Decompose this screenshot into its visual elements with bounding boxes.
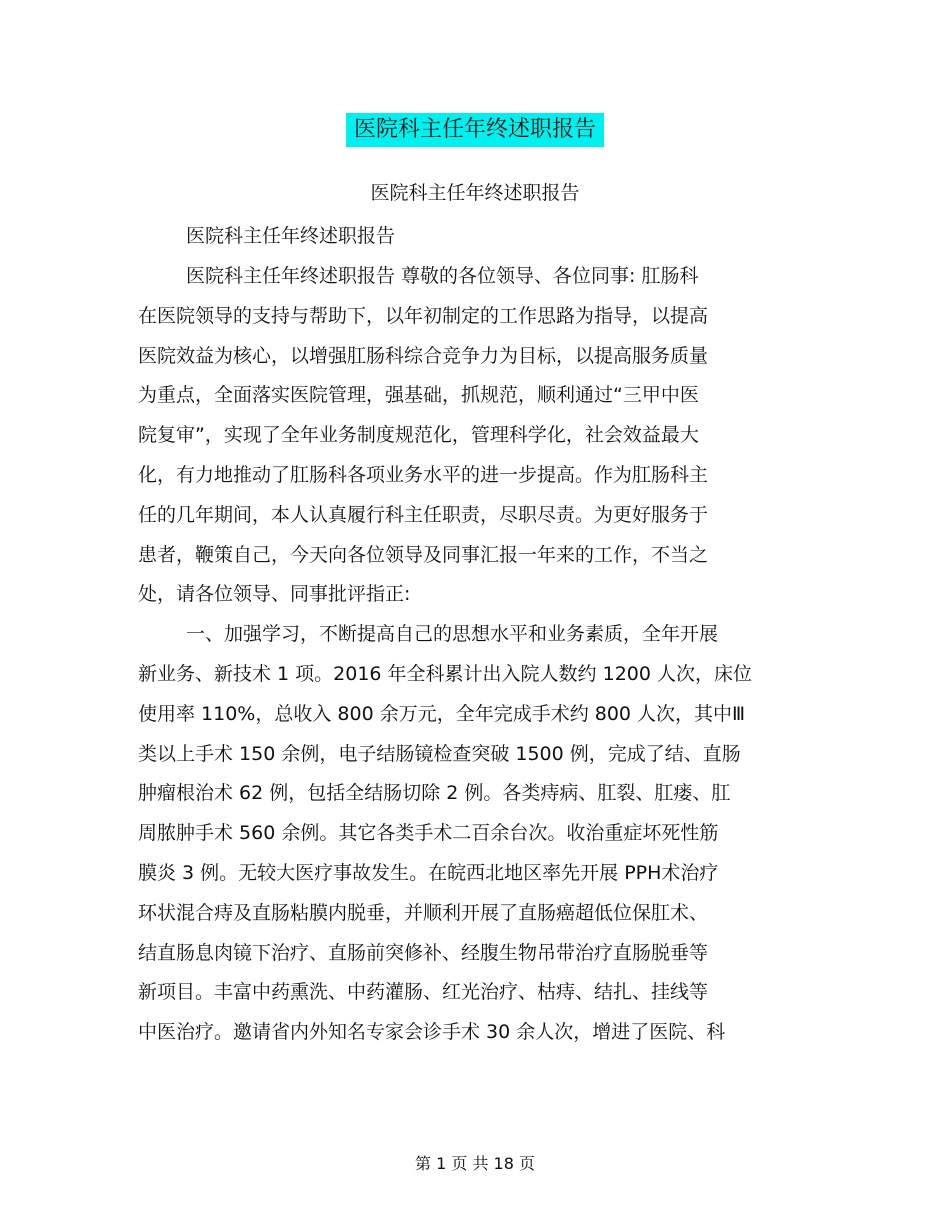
title-wrap [0, 113, 950, 147]
body-line: 在医院领导的支持与帮助下，以年初制定的工作思路为指导，以提高 [138, 304, 709, 327]
body-line: 结直肠息肉镜下治疗、直肠前突修补、经腹生物吊带治疗直肠脱垂等 [138, 941, 709, 964]
body-line: 新业务、新技术 1 项。2016 年全科累计出入院人数约 1200 人次，床位 [138, 662, 752, 685]
section-heading: 医院科主任年终述职报告 [186, 225, 396, 247]
body-line: 新项目。丰富中药熏洗、中药灌肠、红光治疗、枯痔、结扎、挂线等 [138, 981, 709, 1004]
page-footer: 第 1 页 共 18 页 [415, 1154, 535, 1173]
body-line: 院复审”，实现了全年业务制度规范化，管理科学化，社会效益最大 [138, 424, 699, 447]
body-line: 化，有力地推动了肛肠科各项业务水平的进一步提高。作为肛肠科主 [138, 463, 709, 486]
body-line: 医院效益为核心，以增强肛肠科综合竞争力为目标，以提高服务质量 [138, 344, 709, 367]
body-line: 周脓肿手术 560 余例。其它各类手术二百余台次。收治重症坏死性筋 [138, 822, 719, 845]
body-line: 类以上手术 150 余例，电子结肠镜检查突破 1500 例，完成了结、直肠 [138, 742, 741, 765]
body-line: 一、加强学习，不断提高自己的思想水平和业务素质，全年开展 [186, 623, 719, 646]
body-line: 为重点，全面落实医院管理，强基础，抓规范，顺利通过“三甲中医 [138, 384, 699, 407]
body-line: 肿瘤根治术 62 例，包括全结肠切除 2 例。各类痔病、肛裂、肛瘘、肛 [138, 782, 731, 805]
body-line: 医院科主任年终述职报告 尊敬的各位领导、各位同事: 肛肠科 [186, 265, 699, 287]
body-line: 中医治疗。邀请省内外知名专家会诊手术 30 余人次，增进了医院、科 [138, 1021, 726, 1044]
body-line: 患者，鞭策自己，今天向各位领导及同事汇报一年来的工作，不当之 [138, 543, 709, 566]
body-line: 任的几年期间，本人认真履行科主任职责，尽职尽责。为更好服务于 [138, 503, 709, 526]
body-line: 使用率 110%，总收入 800 余万元，全年完成手术约 800 人次，其中Ⅲ [138, 702, 746, 725]
body-line: 处，请各位领导、同事批评指正: [138, 583, 411, 606]
body-text [138, 263, 818, 1059]
document-subtitle: 医院科主任年终述职报告 [370, 182, 580, 204]
document-title: 医院科主任年终述职报告 [346, 113, 604, 147]
body-line: 环状混合痔及直肠粘膜内脱垂，并顺利开展了直肠癌超低位保肛术、 [138, 901, 709, 924]
body-line: 膜炎 3 例。无较大医疗事故发生。在皖西北地区率先开展 PPH术治疗 [138, 861, 719, 884]
